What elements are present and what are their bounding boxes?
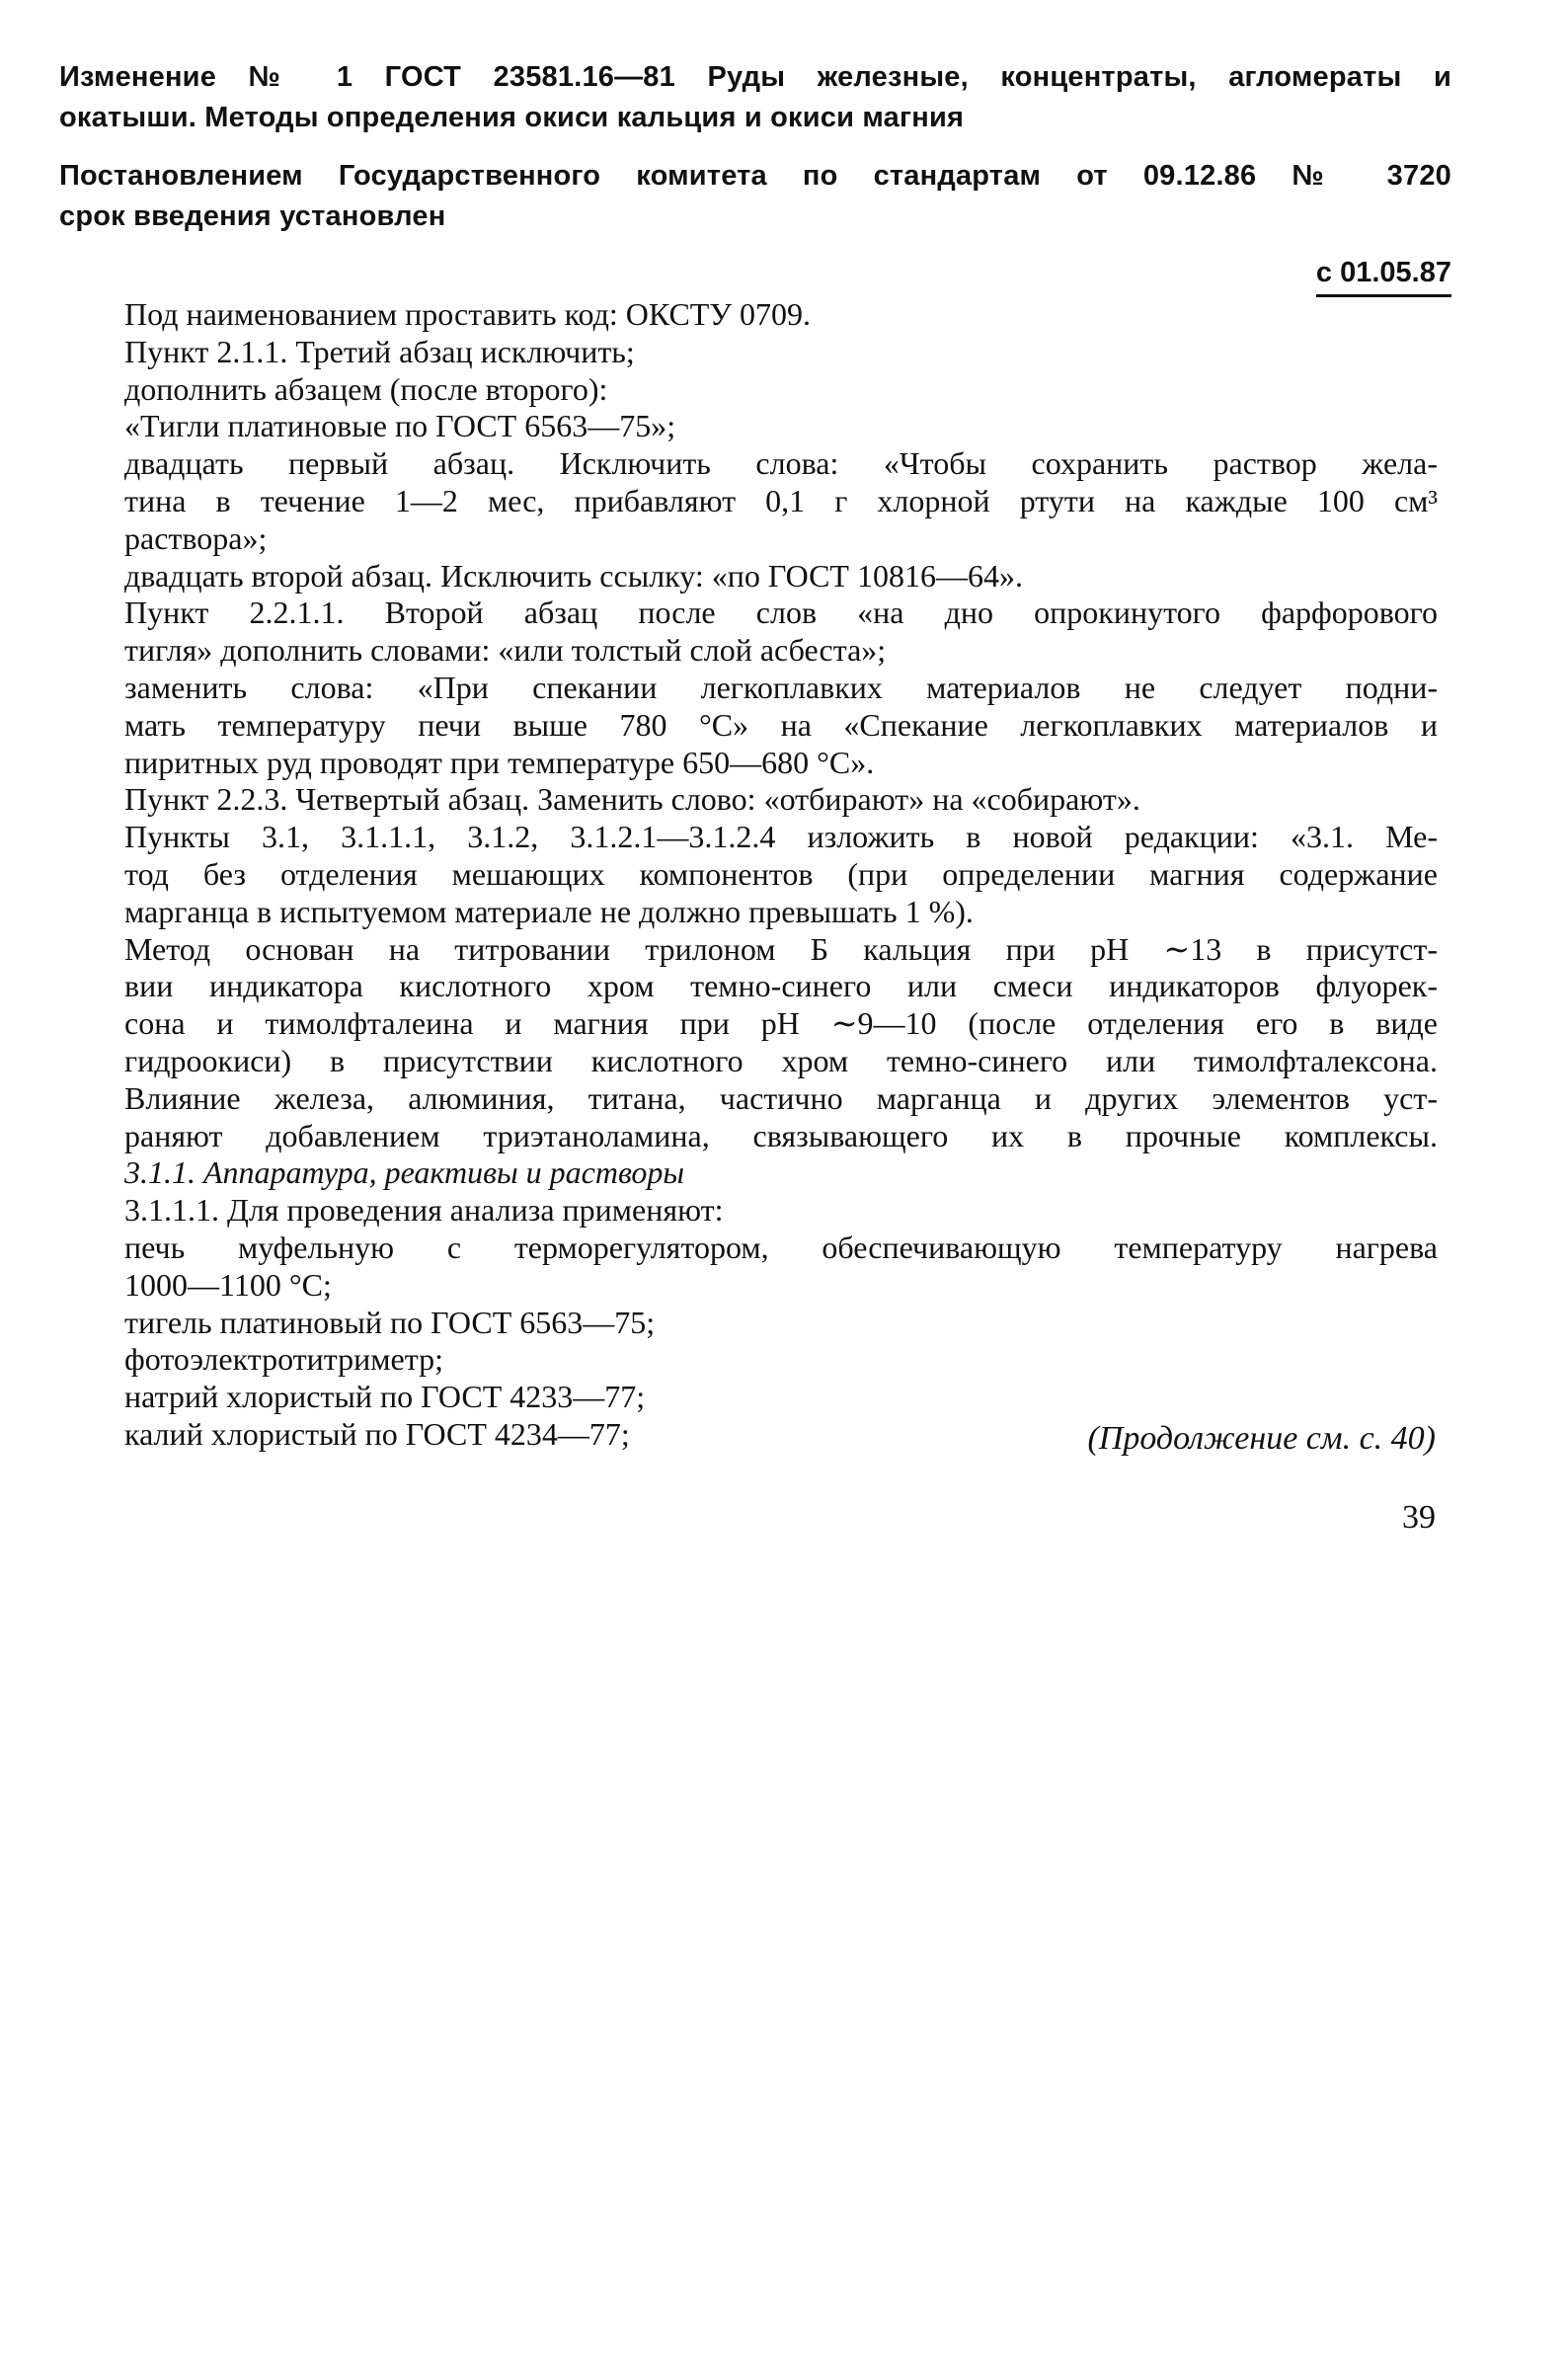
body-line: Пункт 2.1.1. Третий абзац исключить; bbox=[124, 333, 635, 369]
body-line: двадцать второй абзац. Исключить ссылку: «по ГОСТ 10816—64». bbox=[124, 557, 1023, 594]
body-line: фотоэлектротитриметр; bbox=[124, 1341, 443, 1378]
body-line: Влияние железа, алюминия, титана, частично марганца и других элементов уст- bbox=[124, 1079, 1438, 1116]
page-footer bbox=[948, 1417, 1436, 1540]
body-line: вии индикатора кислотного хром темно-синего или смеси индикаторов флуорек- bbox=[124, 968, 1438, 1004]
body-line: тод без отделения мешающих компонентов (при определении магния содержание bbox=[124, 855, 1438, 892]
document-body bbox=[124, 296, 1438, 1454]
body-line: печь муфельную с терморегулятором, обеспечивающую температуру нагрева bbox=[124, 1229, 1438, 1265]
header-decree-line: Постановлением Государственного комитета по стандартам от 09.12.86 № 3720 bbox=[59, 160, 1451, 192]
body-line: Пункты 3.1, 3.1.1.1, 3.1.2, 3.1.2.1—3.1.2.4 изложить в новой редакции: «3.1. Ме- bbox=[124, 819, 1438, 855]
header-effective-label: срок введения установлен bbox=[59, 200, 446, 232]
body-line: дополнить абзацем (после второго): bbox=[124, 370, 608, 407]
body-line: калий хлористый по ГОСТ 4234—77; bbox=[124, 1415, 630, 1452]
section-heading: 3.1.1. Аппаратура, реактивы и растворы bbox=[124, 1154, 685, 1191]
continuation-note: (Продолжение см. с. 40) bbox=[1087, 1420, 1436, 1457]
body-line: двадцать первый абзац. Исключить слова: «Чтобы сохранить раствор жела- bbox=[124, 445, 1438, 482]
body-line: 3.1.1.1. Для проведения анализа применяют: bbox=[124, 1192, 724, 1229]
body-line: Под наименованием проставить код: ОКСТУ 0709. bbox=[124, 296, 811, 332]
body-line: пиритных руд проводят при температуре 650—680 °С». bbox=[124, 744, 875, 780]
body-line: мать температуру печи выше 780 °С» на «Спекание легкоплавких материалов и bbox=[124, 706, 1438, 743]
body-line: заменить слова: «При спекании легкоплавких материалов не следует подни- bbox=[124, 669, 1438, 705]
header-title-line-2: окатыши. Методы определения окиси кальция и окиси магния bbox=[59, 102, 965, 133]
body-line: гидроокиси) в присутствии кислотного хром темно-синего или тимолфталексона. bbox=[124, 1042, 1438, 1078]
body-line: «Тигли платиновые по ГОСТ 6563—75»; bbox=[124, 408, 676, 444]
body-line: Пункт 2.2.1.1. Второй абзац после слов «на дно опрокинутого фарфорового bbox=[124, 595, 1438, 631]
body-line: раняют добавлением триэтаноламина, связывающего их в прочные комплексы. bbox=[124, 1117, 1438, 1153]
body-line: тигель платиновый по ГОСТ 6563—75; bbox=[124, 1304, 656, 1340]
body-line: тина в течение 1—2 мес, прибавляют 0,1 г хлорной ртути на каждые 100 см³ bbox=[124, 482, 1438, 518]
body-line: марганца в испытуемом материале не должно превышать 1 %). bbox=[124, 893, 974, 929]
page-number: 39 bbox=[1402, 1499, 1436, 1536]
body-line: 1000—1100 °С; bbox=[124, 1266, 332, 1303]
body-line: Метод основан на титровании трилоном Б кальция при рН ∼13 в присутст- bbox=[124, 930, 1438, 967]
body-line: раствора»; bbox=[124, 519, 268, 556]
body-line: сона и тимолфталеина и магния при рН ∼9—10 (после отделения его в виде bbox=[124, 1005, 1438, 1042]
amendment-header bbox=[59, 57, 1451, 297]
header-title-line-1: Изменение № 1 ГОСТ 23581.16—81 Руды железные, концентраты, агломераты и bbox=[59, 61, 1451, 93]
effective-date: с 01.05.87 bbox=[1316, 253, 1451, 297]
body-line: Пункт 2.2.3. Четвертый абзац. Заменить слово: «отбирают» на «собирают». bbox=[124, 781, 1140, 818]
body-line: натрий хлористый по ГОСТ 4233—77; bbox=[124, 1379, 646, 1415]
body-line: тигля» дополнить словами: «или толстый слой асбеста»; bbox=[124, 632, 887, 669]
